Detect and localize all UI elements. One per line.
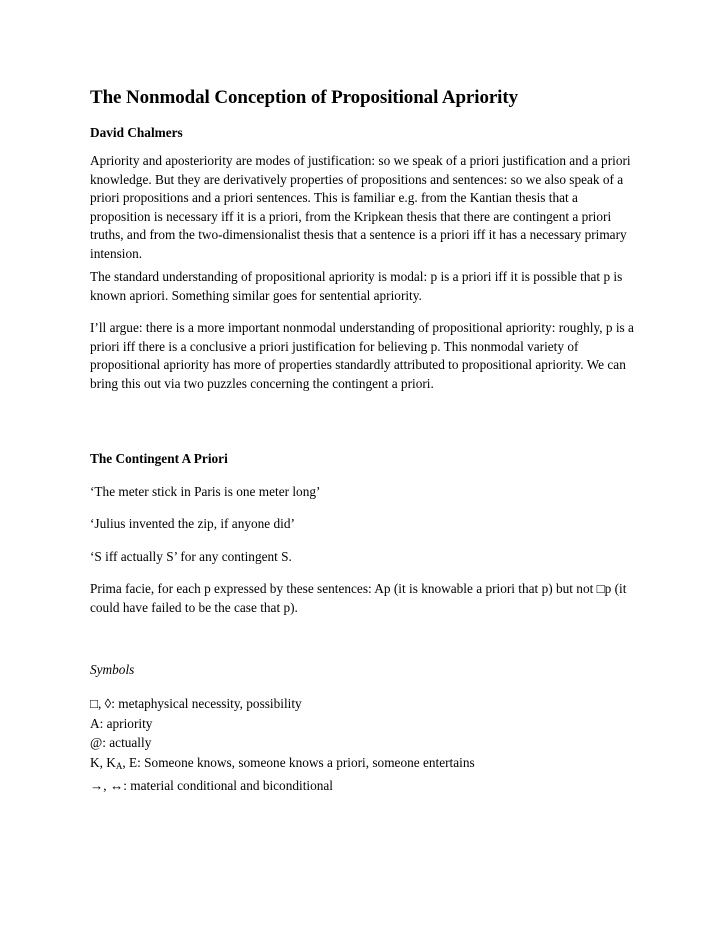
symbol-k-description: , E: Someone knows, someone knows a priori, someone entertains bbox=[122, 754, 475, 770]
paragraph-intro: Apriority and aposteriority are modes of justification: so we speak of a priori justification and a priori knowledge. But they are derivatively properties of propositions and sentences: so we also speak of a priori propositions and a priori sentences. This is familiar e.g. from the Kantian thesis that a proposition is necessary iff it is a priori, from the Kripkean thesis that there are contingent a priori truths, and from the two-dimensionalist thesis that a sentence is a priori iff it has a necessary primary intension. bbox=[90, 153, 631, 261]
paragraph-standard-understanding: The standard understanding of propositional apriority is modal: p is a priori iff it is possible that p is known apriori. Something similar goes for sentential apriority. bbox=[90, 269, 623, 303]
author-name: David Chalmers bbox=[90, 125, 183, 140]
paragraph-prima-facie: Prima facie, for each p expressed by these sentences: Ap (it is knowable a priori that p) but not □p (it could have failed to be the case that p). bbox=[90, 581, 627, 615]
symbol-line-apriority: A: apriority bbox=[90, 715, 153, 731]
symbol-line-actually: @: actually bbox=[90, 735, 152, 751]
symbol-k-prefix: K, K bbox=[90, 754, 116, 770]
example-meter-stick: ‘The meter stick in Paris is one meter long’ bbox=[90, 484, 321, 499]
section-heading-symbols: Symbols bbox=[90, 662, 135, 677]
example-actually: ‘S iff actually S’ for any contingent S. bbox=[90, 549, 292, 564]
paragraph-argument: I’ll argue: there is a more important nonmodal understanding of propositional apriority: roughly, p is a priori iff there is a conclusive a priori justification for believing p. This nonmodal variety of propositional apriority has more of properties standardly attributed to propositional apriority. We can bring this out via two puzzles concerning the contingent a priori. bbox=[90, 320, 634, 391]
symbol-line-knowledge bbox=[90, 753, 638, 777]
symbol-line-modal: □, ◊: metaphysical necessity, possibility bbox=[90, 696, 302, 711]
document-page bbox=[90, 86, 640, 794]
symbol-line-conditional: →, ↔: material conditional and biconditional bbox=[90, 778, 333, 794]
page-title: The Nonmodal Conception of Propositional Apriority bbox=[90, 87, 518, 108]
example-julius: ‘Julius invented the zip, if anyone did’ bbox=[90, 516, 295, 531]
symbol-subscript-a: A bbox=[115, 760, 123, 771]
section-heading-contingent-a-priori: The Contingent A Priori bbox=[90, 451, 228, 466]
symbols-list bbox=[90, 694, 638, 796]
